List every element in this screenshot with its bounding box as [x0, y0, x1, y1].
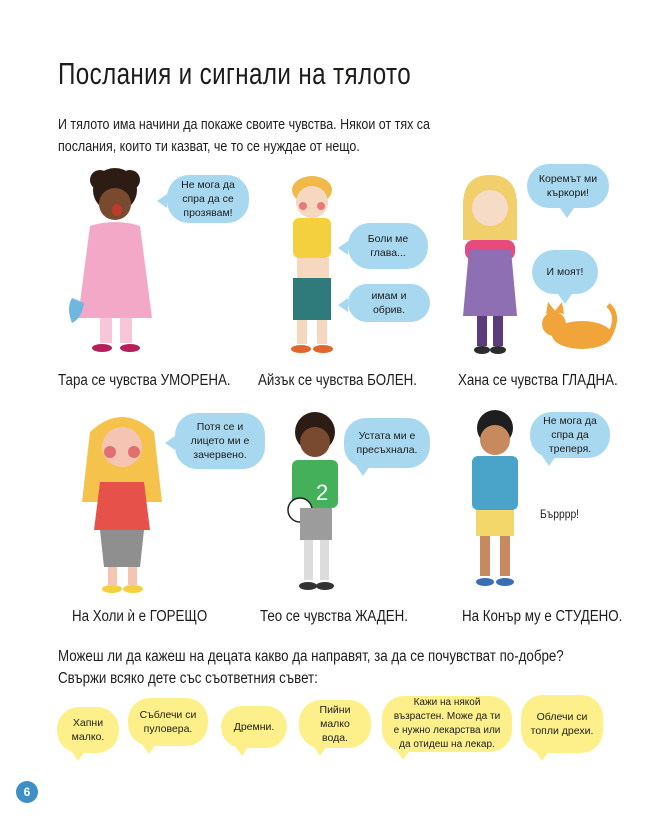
advice-sweater[interactable]: Съблечи си пуловера. — [128, 698, 208, 746]
intro-text — [58, 114, 430, 158]
speech-bubble-hannah: Коремът ми къркори! — [527, 164, 609, 208]
shirt-number: 2 — [316, 480, 329, 505]
caption-connor: На Конър му е СТУДЕНО. — [462, 608, 623, 625]
caption-holly: На Холи ѝ е ГОРЕЩО — [72, 608, 208, 625]
speech-bubble-theo: Устата ми е пресъхнала. — [344, 418, 430, 468]
advice-nap[interactable]: Дремни. — [221, 706, 287, 748]
caption-isaac: Айзък се чувства БОЛЕН. — [258, 372, 417, 389]
advice-water[interactable]: Пийни малко вода. — [299, 700, 371, 748]
speech-bubble-isaac-2: имам и обрив. — [348, 284, 430, 322]
advice-warm-clothes[interactable]: Облечи си топли дрехи. — [521, 695, 603, 753]
illustration-isaac — [275, 172, 350, 357]
illustration-tara — [60, 168, 170, 358]
caption-hannah: Хана се чувства ГЛАДНА. — [458, 372, 618, 389]
illustration-hannah — [455, 170, 525, 360]
page-number: 6 — [16, 781, 38, 803]
question-line-2: Свържи всяко дете със съответния съвет: — [58, 670, 318, 687]
page-title: Послания и сигнали на тялото — [58, 56, 412, 91]
illustration-cat — [540, 300, 620, 355]
advice-eat[interactable]: Хапни малко. — [57, 707, 119, 753]
speech-bubble-tara: Не мога да спра да се прозявам! — [167, 175, 249, 223]
illustration-holly — [70, 402, 175, 597]
intro-line-1: И тялото има начини да покаже своите чувства. Някои от тях са — [58, 117, 430, 133]
brrr-text: Бърррр! — [540, 507, 580, 521]
question-text — [58, 646, 564, 690]
illustration-connor — [460, 408, 530, 598]
speech-bubble-connor: Не мога да спра да треперя. — [530, 412, 610, 458]
advice-adult[interactable]: Кажи на някой възрастен. Може да ти е нужно лекарства или да отидеш на лекар. — [382, 696, 512, 752]
intro-line-2: послания, които ти казват, че то се нуждае от нещо. — [58, 139, 360, 155]
caption-tara: Тара се чувства УМОРЕНА. — [58, 372, 231, 389]
speech-bubble-isaac-1: Боли ме глава... — [348, 223, 428, 269]
speech-bubble-cat: И моят! — [532, 250, 598, 294]
illustration-theo — [278, 410, 353, 600]
question-line-1: Можеш ли да кажеш на децата какво да направят, за да се почувстват по-добре? — [58, 648, 564, 665]
caption-theo: Тео се чувства ЖАДЕН. — [260, 608, 408, 625]
speech-bubble-holly: Потя се и лицето ми е зачервено. — [175, 413, 265, 469]
